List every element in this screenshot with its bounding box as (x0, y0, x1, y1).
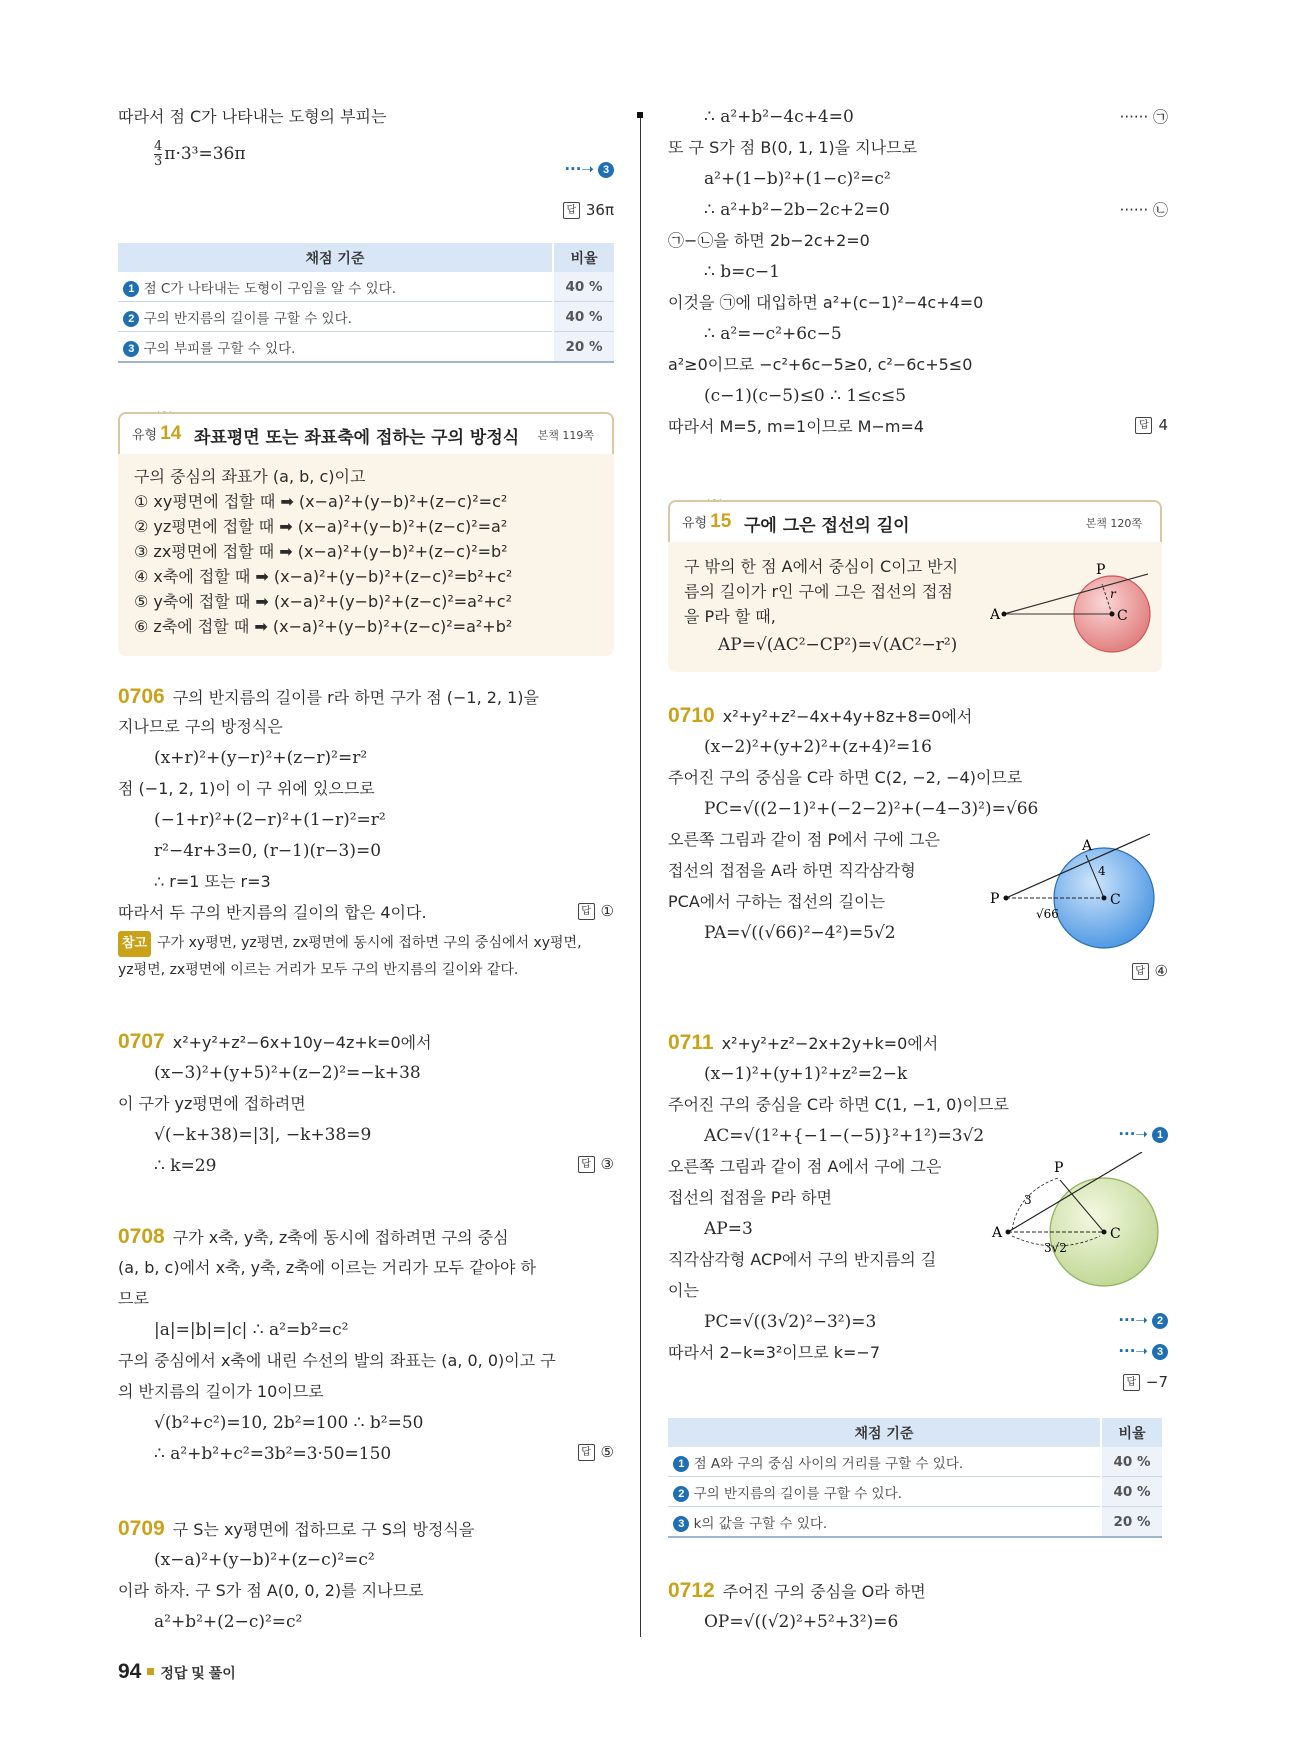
type15-title: 구에 그은 접선의 길이 (744, 516, 910, 536)
solution-line: 오른쪽 그림과 같이 점 A에서 구에 그은 (668, 1157, 942, 1176)
note-tag: 참고 (118, 931, 151, 957)
label-tangent: 3 (1024, 1193, 1032, 1207)
label-radius: 4 (1098, 864, 1106, 878)
solution-line: 므로 (118, 1289, 149, 1308)
list-item: ③ zx평면에 접할 때 ➡ (x−a)²+(y−b)²+(z−c)²=b² (134, 542, 508, 561)
type15-box (668, 500, 1162, 672)
solution-line: 직각삼각형 ACP에서 구의 반지름의 길 (668, 1250, 937, 1269)
solution-line: 이 구가 yz평면에 접하려면 (118, 1094, 306, 1113)
problem-number: 0712 (668, 1579, 715, 1602)
label-P: P (990, 891, 1000, 907)
type15-line: 을 P라 할 때, (684, 607, 776, 626)
label-P: P (1096, 562, 1106, 578)
solution-line: PA=√((√66)²−4²)=5√2 (704, 923, 896, 943)
solution-line: 접선의 접점을 P라 하면 (668, 1188, 833, 1207)
solution-line: 따라서 2−k=3²이므로 k=−7 (668, 1343, 881, 1362)
type14-intro: 구의 중심의 좌표가 (a, b, c)이고 (134, 467, 366, 486)
type15-ref: 본책 120쪽 (1085, 517, 1142, 530)
table-row: 2 구의 반지름의 길이를 구할 수 있다. 40 % (668, 1477, 1162, 1507)
solution-line: OP=√((√2)²+5²+3²)=6 (704, 1612, 899, 1632)
table-row: 3 구의 부피를 구할 수 있다. 20 % (118, 332, 614, 363)
problem-number: 0708 (118, 1225, 165, 1248)
grading-table-2 (668, 1418, 1162, 1538)
problem-0711-line: 0711 x²+y²+z²−2x+2y+k=0에서 (668, 1031, 939, 1054)
grading-head-ratio: 비율 (1101, 1418, 1162, 1447)
problem-number: 0709 (118, 1517, 165, 1540)
volume-formula: $\frac{4}{3}$ π·3³=36π (154, 139, 246, 169)
solution-line: ∴ a²+b²−4c+4=0 (704, 107, 854, 127)
type14-title: 좌표평면 또는 좌표축에 접하는 구의 방정식 (194, 428, 520, 448)
solution-line: (c−1)(c−5)≤0 ∴ 1≤c≤5 (704, 386, 907, 406)
solution-line: 이는 (668, 1281, 699, 1300)
solution-line: 구의 중심에서 x축에 내린 수선의 발의 좌표는 (a, 0, 0)이고 구 (118, 1351, 556, 1370)
answer-0707: 답 ③ (578, 1155, 614, 1173)
problem-0708-line: 0708 구가 x축, y축, z축에 동시에 접하려면 구의 중심 (118, 1225, 509, 1248)
equation-tag-2: ······ ㉡ (1119, 201, 1168, 219)
problem-0709-line: 0709 구 S는 xy평면에 접하므로 구 S의 방정식을 (118, 1517, 475, 1540)
grading-table-1 (118, 243, 614, 363)
table-row: 1 점 C가 나타내는 도형이 구임을 알 수 있다. 40 % (118, 272, 614, 302)
problem-number: 0710 (668, 704, 715, 727)
divider-marker (637, 112, 643, 118)
solution-line: (a, b, c)에서 x축, y축, z축에 이르는 거리가 모두 같아야 하 (118, 1258, 536, 1277)
solution-line: 의 반지름의 길이가 10이므로 (118, 1382, 324, 1401)
solution-line: 이것을 ㉠에 대입하면 a²+(c−1)²−4c+4=0 (668, 293, 984, 312)
solution-line: 접선의 접점을 A라 하면 직각삼각형 (668, 861, 916, 880)
label-A: A (1082, 838, 1093, 854)
solution-line: a²+b²+(2−c)²=c² (154, 1612, 303, 1632)
answer-0706: 답 ① (578, 902, 614, 920)
problem-0712-line: 0712 주어진 구의 중심을 O라 하면 (668, 1579, 926, 1602)
grading-head-criteria: 채점 기준 (118, 243, 553, 272)
solution-line: ∴ k=29 (154, 1156, 217, 1176)
note-0706: 참고 구가 xy평면, yz평면, zx평면에 동시에 접하면 구의 중심에서 xy평면, yz평면, zx평면에 이르는 거리가 모두 구의 반지름의 길이와 같다. (118, 930, 614, 983)
table-row: 1 점 A와 구의 중심 사이의 거리를 구할 수 있다. 40 % (668, 1447, 1162, 1477)
list-item: ① xy평면에 접할 때 ➡ (x−a)²+(y−b)²+(z−c)²=c² (134, 492, 508, 511)
problem-number: 0706 (118, 685, 165, 708)
step-3: ···➝ 3 (1118, 1342, 1168, 1360)
label-A: A (992, 1225, 1003, 1241)
solution-line: 또 구 S가 점 B(0, 1, 1)을 지나므로 (668, 138, 918, 157)
solution-line: 오른쪽 그림과 같이 점 P에서 구에 그은 (668, 830, 941, 849)
solution-line: AC=√(1²+{−1−(−5)}²+1²)=3√2 (704, 1126, 985, 1146)
solution-line: 따라서 M=5, m=1이므로 M−m=4 (668, 417, 925, 436)
solution-line: 점 (−1, 2, 1)이 이 구 위에 있으므로 (118, 779, 375, 798)
solution-line: a²≥0이므로 −c²+6c−5≥0, c²−6c+5≤0 (668, 355, 973, 374)
solution-line: 이라 하자. 구 S가 점 A(0, 0, 2)를 지나므로 (118, 1581, 424, 1600)
solution-line: (x−a)²+(y−b)²+(z−c)²=c² (154, 1550, 375, 1570)
footer-title: 정답 및 풀이 (160, 1665, 236, 1681)
solution-line: (x−3)²+(y+5)²+(z−2)²=−k+38 (154, 1063, 421, 1083)
answer-0711: 답 −7 (1123, 1373, 1168, 1391)
label-r: r (1110, 587, 1116, 601)
problem-0706-line: 0706 구의 반지름의 길이를 r라 하면 구가 점 (−1, 2, 1)을 (118, 685, 539, 708)
solution-line: ∴ a²+b²+c²=3b²=3·50=150 (154, 1444, 392, 1464)
label-C: C (1117, 608, 1128, 624)
problem-0710-line: 0710 x²+y²+z²−4x+4y+8z+8=0에서 (668, 704, 973, 727)
column-divider (640, 112, 641, 1637)
solution-line: √(b²+c²)=10, 2b²=100 ∴ b²=50 (154, 1413, 424, 1433)
solution-line: (x+r)²+(y−r)²+(z−r)²=r² (154, 748, 368, 768)
volume-fraction: $\frac{4}{3}$ (154, 139, 163, 169)
label-C: C (1110, 892, 1121, 908)
solution-line: PC=√((2−1)²+(−2−2)²+(−4−3)²)=√66 (704, 799, 1039, 819)
solution-line: r²−4r+3=0, (r−1)(r−3)=0 (154, 841, 382, 861)
type15-line: 름의 길이가 r인 구에 그은 접선의 접점 (684, 582, 953, 601)
type14-box (118, 412, 614, 656)
solution-line: |a|=|b|=|c| ∴ a²=b²=c² (154, 1320, 349, 1340)
problem-0707-line: 0707 x²+y²+z²−6x+10y−4z+k=0에서 (118, 1030, 432, 1053)
answer-0710: 답 ④ (1132, 962, 1168, 980)
solution-line: PCA에서 구하는 접선의 길이는 (668, 892, 886, 911)
type14-header: 유형 14 좌표평면 또는 좌표축에 접하는 구의 방정식 본책 119쪽 (118, 412, 614, 454)
table-row: 3 k의 값을 구할 수 있다. 20 % (668, 1507, 1162, 1538)
step-2: ···➝ 2 (1118, 1311, 1168, 1329)
list-item: ② yz평면에 접할 때 ➡ (x−a)²+(y−b)²+(z−c)²=a² (134, 517, 508, 536)
solution-line: 따라서 두 구의 반지름의 길이의 합은 4이다. (118, 903, 427, 922)
solution-line: 지나므로 구의 방정식은 (118, 717, 283, 736)
volume-step: ···➝ 3 (564, 160, 614, 178)
footer-square (147, 1668, 154, 1675)
label-A: A (990, 607, 1001, 623)
list-item: ⑥ z축에 접할 때 ➡ (x−a)²+(y−b)²+(z−c)²=a²+b² (134, 617, 513, 636)
volume-intro: 따라서 점 C가 나타내는 도형의 부피는 (118, 107, 387, 126)
solution-line: 주어진 구의 중심을 C라 하면 C(1, −1, 0)이므로 (668, 1095, 1009, 1114)
grading-head-ratio: 비율 (553, 243, 614, 272)
problem-number: 0707 (118, 1030, 165, 1053)
grading-head-criteria: 채점 기준 (668, 1418, 1101, 1447)
table-row: 2 구의 반지름의 길이를 구할 수 있다. 40 % (118, 302, 614, 332)
label-C: C (1110, 1226, 1121, 1242)
list-item: ④ x축에 접할 때 ➡ (x−a)²+(y−b)²+(z−c)²=b²+c² (134, 567, 513, 586)
solution-line: AP=3 (704, 1219, 753, 1239)
solution-line: PC=√((3√2)²−3²)=3 (704, 1312, 877, 1332)
tangent-diagram-1 (990, 552, 1160, 664)
step-1: ···➝ 1 (1118, 1125, 1168, 1143)
tangent-diagram-2 (988, 830, 1164, 956)
type15-header: 유형 15 구에 그은 접선의 길이 본책 120쪽 (668, 500, 1162, 542)
solution-line: 주어진 구의 중심을 C라 하면 C(2, −2, −4)이므로 (668, 768, 1023, 787)
type15-formula: AP=√(AC²−CP²)=√(AC²−r²) (718, 635, 958, 655)
solution-line: ∴ r=1 또는 r=3 (154, 872, 271, 891)
list-item: ⑤ y축에 접할 때 ➡ (x−a)²+(y−b)²+(z−c)²=a²+c² (134, 592, 512, 611)
label-distance: √66 (1036, 907, 1059, 921)
equation-tag-1: ······ ㉠ (1119, 108, 1168, 126)
page-footer (118, 1660, 236, 1684)
type14-ref: 본책 119쪽 (537, 429, 594, 442)
solution-line: (−1+r)²+(2−r)²+(1−r)²=r² (154, 810, 386, 830)
type15-line: 구 밖의 한 점 A에서 중심이 C이고 반지 (684, 557, 959, 576)
problem-number: 0711 (668, 1031, 714, 1054)
tangent-diagram-3 (988, 1152, 1164, 1290)
answer-0709: 답 4 (1135, 416, 1168, 434)
solution-line: (x−1)²+(y+1)²+z²=2−k (704, 1064, 908, 1084)
solution-line: √(−k+38)=|3|, −k+38=9 (154, 1125, 372, 1145)
solution-line: ∴ a²=−c²+6c−5 (704, 324, 842, 344)
solution-line: a²+(1−b)²+(1−c)²=c² (704, 169, 891, 189)
label-distance: 3√2 (1044, 1241, 1067, 1255)
solution-line: (x−2)²+(y+2)²+(z+4)²=16 (704, 737, 932, 757)
answer-0708: 답 ⑤ (578, 1443, 614, 1461)
solution-line: ∴ a²+b²−2b−2c+2=0 (704, 200, 890, 220)
label-P: P (1054, 1160, 1064, 1176)
volume-answer: 답 36π (563, 201, 614, 219)
solution-line: ㉠−㉡을 하면 2b−2c+2=0 (668, 231, 870, 250)
page-number: 94 (118, 1660, 142, 1683)
solution-line: ∴ b=c−1 (704, 262, 780, 282)
